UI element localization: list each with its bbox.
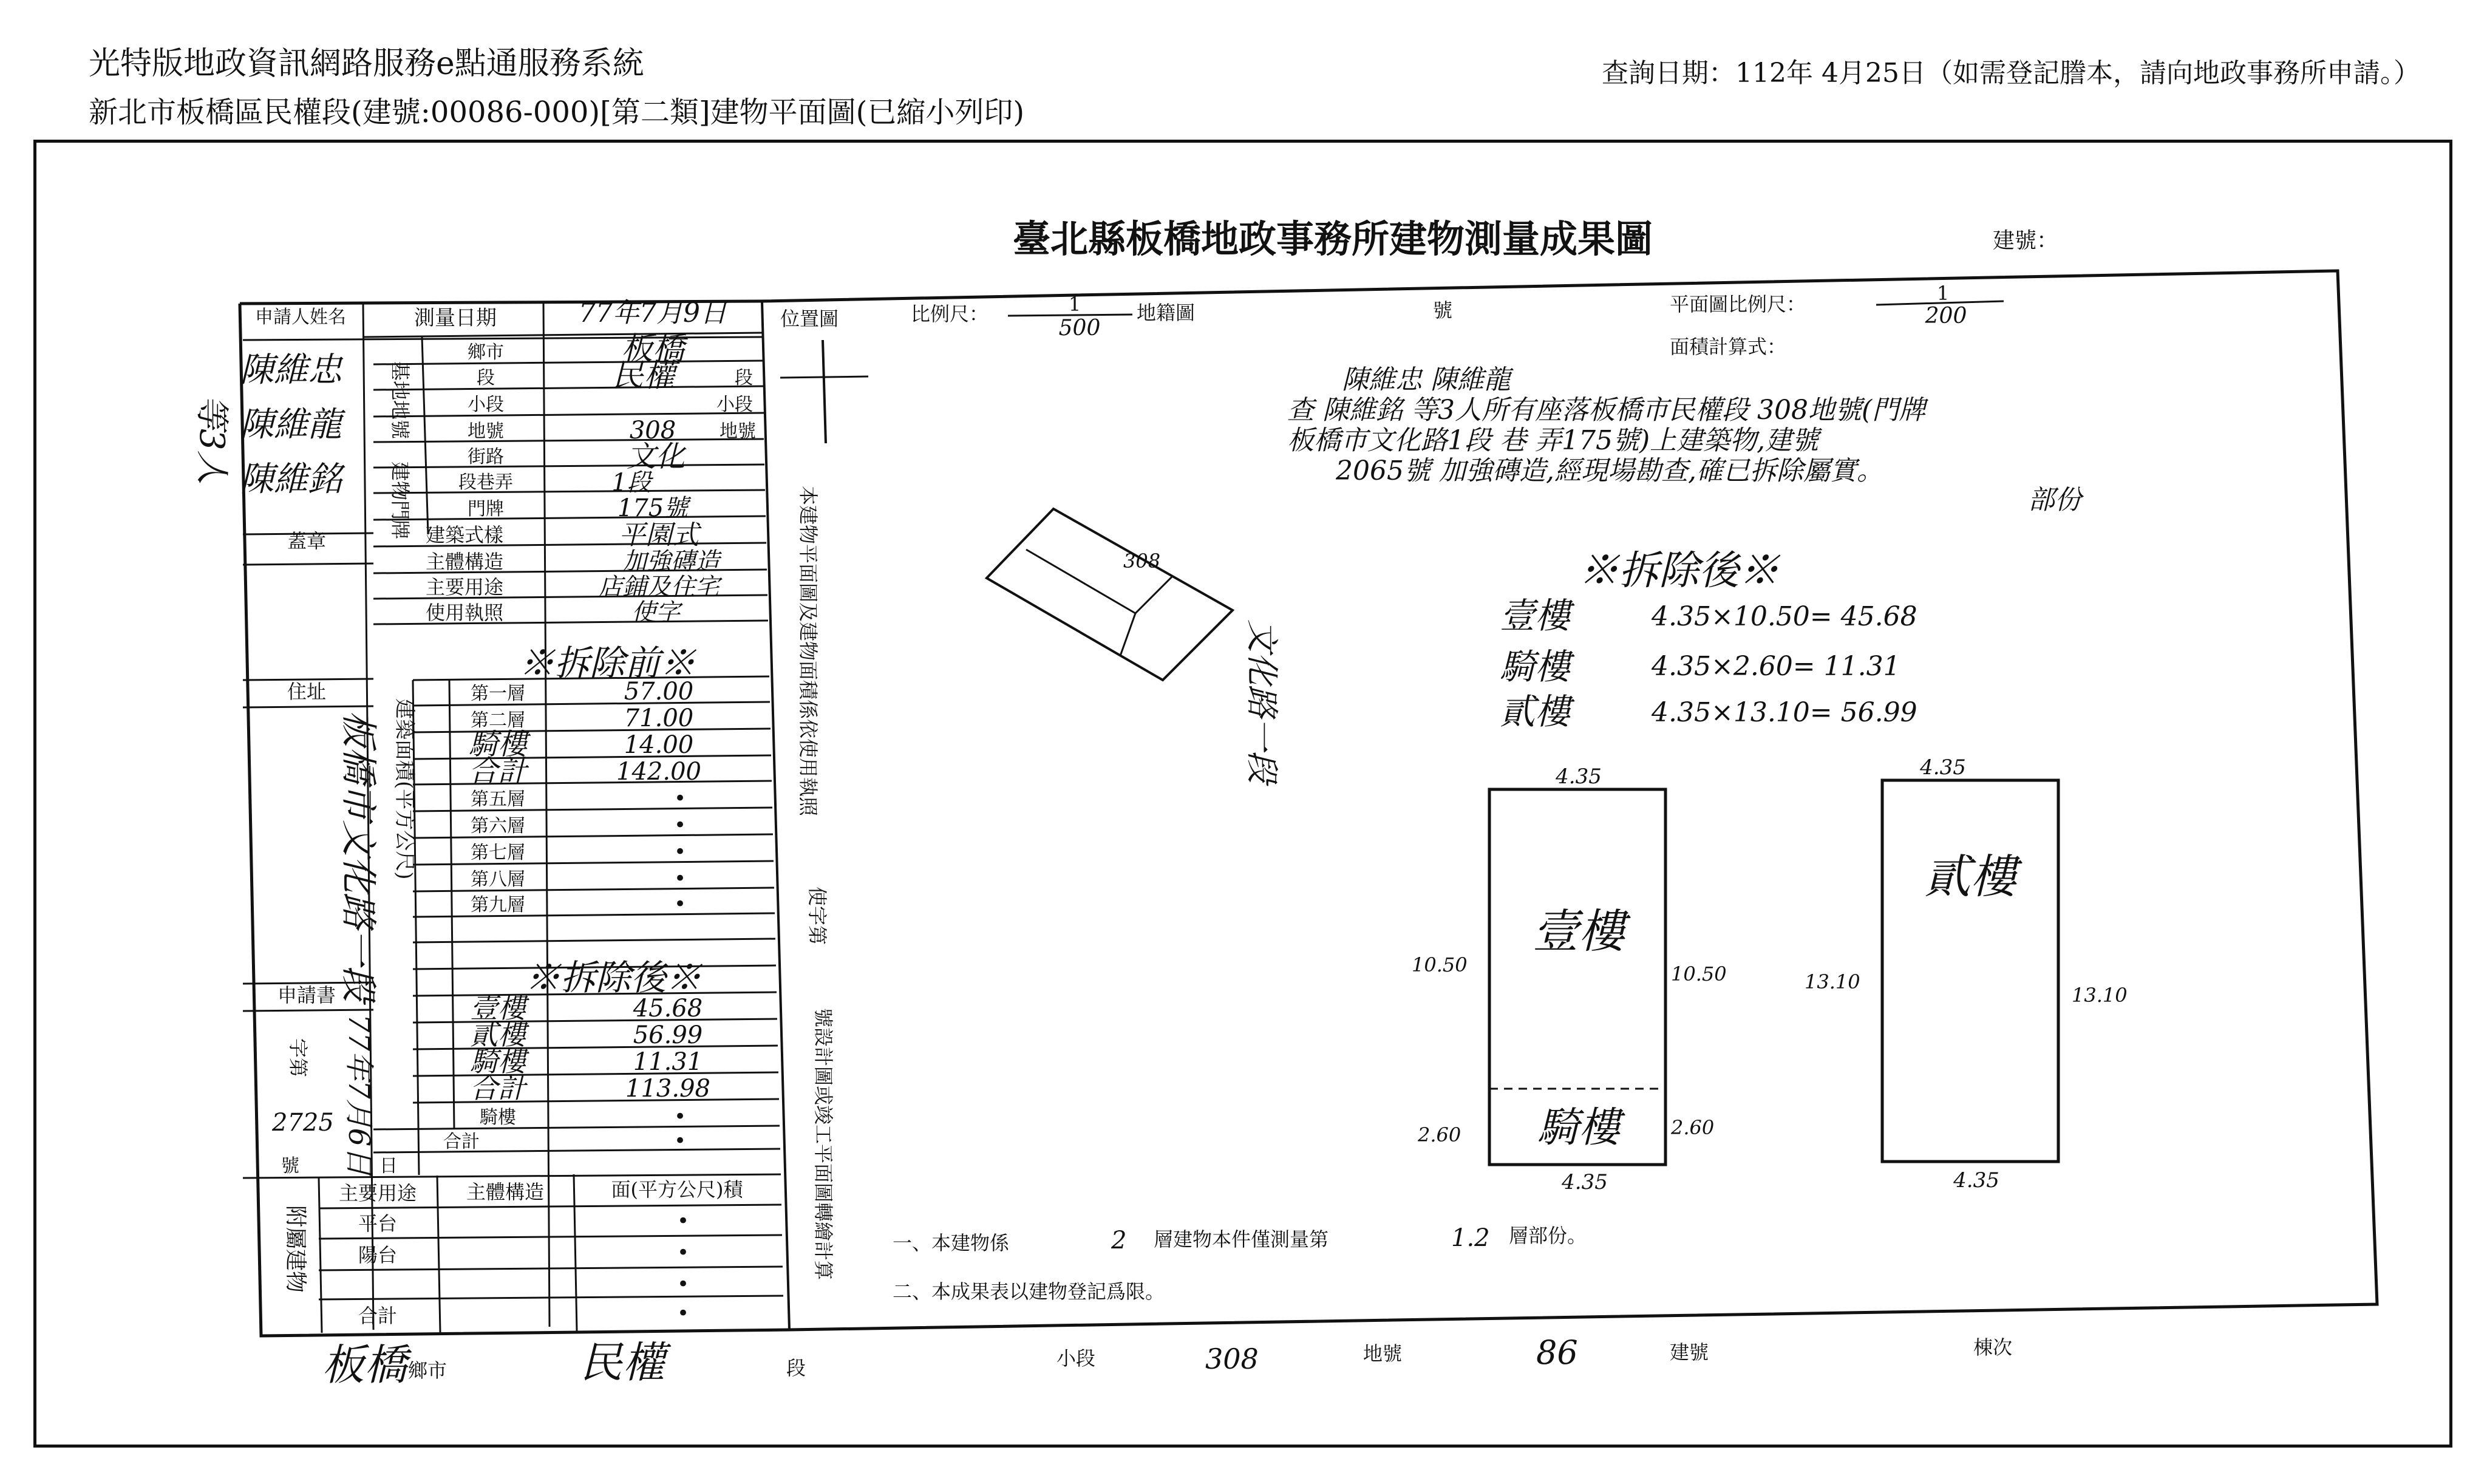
footer-lot-label: 地號 xyxy=(1363,1342,1403,1365)
footer-city: 板橋 xyxy=(322,1340,407,1390)
vertical-note-3: 號設計圖或竣工平面圖轉繪計算 xyxy=(812,1008,835,1281)
depth-right: 10.50 xyxy=(1671,962,1727,985)
calc-label: 貳樓 xyxy=(1500,691,1571,732)
section-suffix: 段 xyxy=(735,367,753,389)
footer-city-label: 鄉市 xyxy=(408,1359,447,1382)
desc-line-4: 2065號 加強磚造,經現場勘查,確已拆除屬實。 xyxy=(1336,455,1883,486)
arcade-depth-left: 2.60 xyxy=(1418,1123,1461,1146)
location-label: 位置圖 xyxy=(780,307,839,330)
floor-row-label: 騎樓 xyxy=(468,727,528,761)
floor-row-label: 合計 xyxy=(468,754,528,788)
arcade-depth-right: 2.60 xyxy=(1671,1116,1715,1139)
after-row-label: 騎樓 xyxy=(470,1045,526,1078)
after-demolition-heading: ※拆除後※ xyxy=(525,957,702,998)
annex-row-value: • xyxy=(676,1241,690,1265)
floor-plan-1 xyxy=(1412,764,1727,1194)
plan-scale-denominator: 200 xyxy=(1925,304,1967,328)
applicant-name-3: 陳維銘 xyxy=(240,460,342,499)
footer-lot: 308 xyxy=(1205,1343,1259,1375)
annex-label: 附屬建物 xyxy=(283,1205,308,1293)
subsection-label: 小段 xyxy=(468,394,504,415)
use-value: 店鋪及住宅 xyxy=(598,573,720,601)
left-panel-border xyxy=(762,301,789,1330)
site-lot-number: 308 xyxy=(1123,550,1161,573)
application-label: 申請書 xyxy=(277,984,336,1007)
hao-label: 號 xyxy=(1433,299,1453,322)
after-row-value: 113.98 xyxy=(625,1075,710,1103)
footer-building-label: 棟次 xyxy=(1973,1336,2013,1359)
note-1-prefix: 一、本建物係 xyxy=(893,1231,1010,1254)
application-date: 77年7月6日 xyxy=(342,1014,376,1176)
calc-label: 壹樓 xyxy=(1500,595,1571,636)
application-number: 2725 xyxy=(272,1109,334,1137)
vertical-note-2: 使字第 xyxy=(806,887,829,945)
floor-row-value: 57.00 xyxy=(624,678,694,706)
floor-row-value: • xyxy=(673,892,687,916)
footer-bldg-label: 建號 xyxy=(1670,1341,1709,1364)
survey-date: 77年7月9日 xyxy=(579,298,727,328)
annex-row-label: 合計 xyxy=(358,1304,398,1327)
calc-label: 騎樓 xyxy=(1500,646,1571,687)
document-subtitle: 新北市板橋區民權段(建號:00086-000)[第二類]建物平面圖(已縮小列印) xyxy=(89,95,1025,129)
after-row-label: 合計 xyxy=(470,1072,526,1104)
build-no-label: 建號： xyxy=(1993,228,2059,253)
address-label: 住址 xyxy=(287,680,327,703)
door-label: 建物門牌 xyxy=(389,461,412,540)
address-value: 板橋市文化路一段 xyxy=(337,710,379,1002)
note-1-middle: 層建物本件僅測量第 xyxy=(1154,1228,1329,1251)
lot-value: 308 xyxy=(629,417,676,444)
floor-row-value: • xyxy=(673,813,687,837)
app-hao-label: 號 xyxy=(281,1156,299,1177)
after-row-label: 壹樓 xyxy=(470,992,526,1024)
annex-row-value: • xyxy=(676,1209,690,1233)
floor-row-value: 142.00 xyxy=(616,758,701,786)
after-row-value: • xyxy=(673,1104,687,1129)
applicant-name-1: 陳維忠 xyxy=(240,350,342,390)
permit-label: 使用執照 xyxy=(425,601,504,624)
before-demolition-heading: ※拆除前※ xyxy=(519,642,696,684)
floor-row-value: • xyxy=(673,866,687,891)
floor-row-label: 第六層 xyxy=(471,815,525,837)
width-top-2: 4.35 xyxy=(1920,755,1966,780)
lot-suffix: 地號 xyxy=(720,421,756,442)
app-day-label: 日 xyxy=(379,1156,398,1177)
floor-row-value: • xyxy=(673,786,687,811)
number-value: 175號 xyxy=(617,494,689,522)
base-label: 基地地號 xyxy=(389,361,412,440)
style-label: 建築式樣 xyxy=(425,523,504,546)
lot-label: 地號 xyxy=(468,421,504,442)
seal-label: 蓋章 xyxy=(287,529,327,553)
width-bottom-2: 4.35 xyxy=(1953,1168,1999,1193)
structure-label: 主體構造 xyxy=(425,550,504,573)
structure-value: 加強磚造 xyxy=(622,548,720,576)
floor-row-label: 第九層 xyxy=(471,894,525,916)
survey-date-label: 測量日期 xyxy=(414,306,497,330)
annex-row-label: 陽台 xyxy=(358,1244,398,1267)
lane-value: 1段 xyxy=(611,469,652,497)
applicant-label: 申請人姓名 xyxy=(255,307,346,328)
system-title: 光特版地政資訊網路服務e點通服務系統 xyxy=(89,46,644,82)
depth2-left: 13.10 xyxy=(1805,970,1860,993)
note-1-measured: 1.2 xyxy=(1451,1224,1490,1252)
use-label: 主要用途 xyxy=(425,576,504,599)
area-formula-label: 面積計算式： xyxy=(1670,335,1787,358)
permit-value: 使字 xyxy=(631,599,680,627)
annex-header: 主要用途 xyxy=(338,1182,417,1205)
scale-denominator: 500 xyxy=(1058,316,1101,341)
city-value: 板橋 xyxy=(621,331,685,367)
width-bottom: 4.35 xyxy=(1562,1170,1608,1194)
footer-subsection-label: 小段 xyxy=(1056,1347,1096,1370)
footer-bldg: 86 xyxy=(1536,1333,1578,1372)
floor-plan-2 xyxy=(1805,755,2128,1193)
floor-row-label: 第二層 xyxy=(471,710,525,731)
street-label: 街路 xyxy=(468,446,504,468)
floor-row-label: 第八層 xyxy=(471,869,525,890)
city-label: 鄉市 xyxy=(468,342,504,363)
after-row-value: 45.68 xyxy=(633,995,703,1023)
after-row-label: 合計 xyxy=(443,1131,480,1152)
note-2: 二、本成果表以建物登記爲限。 xyxy=(893,1280,1165,1303)
footer-section: 民權 xyxy=(580,1338,665,1387)
desc-line-5: 部份 xyxy=(2028,485,2081,516)
calc-expr: 4.35×2.60= 11.31 xyxy=(1652,651,1900,682)
area-label: 建築面積(平方公尺) xyxy=(392,698,417,880)
note-1-suffix: 層部份。 xyxy=(1509,1224,1587,1247)
after-row-label: 騎樓 xyxy=(480,1107,516,1128)
subsection-suffix: 小段 xyxy=(716,394,753,415)
floor-rows xyxy=(468,678,701,916)
floor-row-label: 第一層 xyxy=(471,683,525,704)
number-label: 門牌 xyxy=(468,499,504,520)
floor-row-label: 第五層 xyxy=(471,789,525,810)
floor-row-value: 71.00 xyxy=(624,704,694,732)
vertical-note-1: 本建物平面圖及建物面積係依使用執照 xyxy=(797,486,820,817)
after-row-label: 貳樓 xyxy=(470,1018,526,1051)
after-heading: ※拆除後※ xyxy=(1579,547,1779,594)
after-row-value: • xyxy=(673,1129,687,1153)
cadastral-label: 地籍圖 xyxy=(1137,301,1196,324)
footer-section-label: 段 xyxy=(786,1356,806,1380)
depth-left: 10.50 xyxy=(1412,953,1468,976)
floor-row-label: 第七層 xyxy=(471,842,525,863)
calc-expr: 4.35×13.10= 56.99 xyxy=(1652,697,1917,728)
scale-numerator: 1 xyxy=(1068,293,1081,316)
depth2-right: 13.10 xyxy=(2072,984,2128,1007)
annex-row-label: 平台 xyxy=(358,1212,398,1235)
annex-row-value: • xyxy=(676,1272,690,1296)
location-map xyxy=(780,340,1281,786)
scale-label: 比例尺： xyxy=(911,302,989,325)
app-word-label: 字第 xyxy=(287,1038,310,1078)
annex-row-value: • xyxy=(676,1301,690,1326)
floor1-label: 壹樓 xyxy=(1533,904,1625,958)
plan-scale-label: 平面圖比例尺： xyxy=(1670,293,1806,316)
query-date: 查詢日期：112年 4月25日（如需登記謄本，請向地政事務所申請。） xyxy=(1602,58,2420,89)
after-row-value: 11.31 xyxy=(633,1048,703,1076)
style-value: 平園式 xyxy=(619,520,699,551)
applicant-etc: 等3人 xyxy=(192,395,231,485)
desc-line-1: 陳維忠 陳維龍 xyxy=(1342,364,1511,395)
street-value: 文化 xyxy=(626,440,686,474)
applicant-name-2: 陳維龍 xyxy=(240,405,342,444)
desc-line-2: 查 陳維銘 等3人所有座落板橋市民權段 308地號(門牌 xyxy=(1287,395,1926,426)
width-top: 4.35 xyxy=(1556,764,1602,789)
note-1-floors: 2 xyxy=(1111,1227,1127,1254)
section-value: 民權 xyxy=(611,358,676,394)
plan-scale-numerator: 1 xyxy=(1936,282,1950,305)
floor2-label: 貳樓 xyxy=(1924,849,2016,904)
desc-line-3: 板橋市文化路1段 巷 弄175號)上建築物,建號 xyxy=(1287,425,1819,456)
annex-header: 主體構造 xyxy=(466,1180,545,1203)
after-row-value: 56.99 xyxy=(633,1021,703,1049)
section-label: 段 xyxy=(477,367,495,389)
floor-row-value: • xyxy=(673,840,687,864)
floor-row-value: 14.00 xyxy=(624,731,694,759)
document-title: 臺北縣板橋地政事務所建物測量成果圖 xyxy=(1012,217,1653,261)
road-name: 文化路一段 xyxy=(1243,619,1281,783)
north-arrow xyxy=(823,340,826,443)
calc-expr: 4.35×10.50= 45.68 xyxy=(1652,601,1917,632)
lane-label: 段巷弄 xyxy=(458,472,513,493)
annex-header: 面(平方公尺)積 xyxy=(611,1178,743,1201)
arcade-label: 騎樓 xyxy=(1537,1104,1621,1152)
